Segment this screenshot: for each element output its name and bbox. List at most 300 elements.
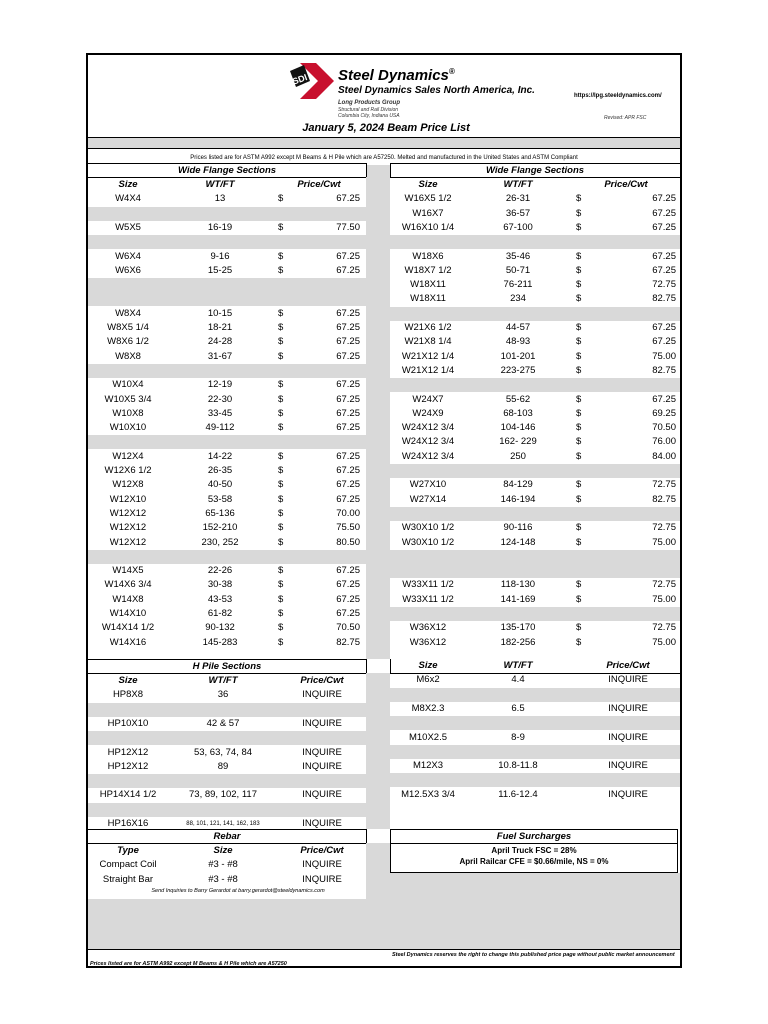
price-cell: 67.25 (336, 608, 360, 619)
size-cell: W8X8 (115, 350, 141, 362)
weight-cell: 61-82 (207, 608, 233, 619)
weight-cell: 90-116 (503, 522, 533, 534)
size-cell: HP8X8 (112, 689, 144, 701)
weight-cell: 135-170 (500, 622, 536, 634)
size-cell: W21X12 1/4 (401, 350, 455, 362)
weight-cell: 152-210 (202, 522, 238, 534)
price-cell: 84.00 (652, 450, 676, 462)
currency-cell: $ (278, 608, 284, 619)
price-cell: 76.00 (652, 436, 676, 448)
price-cell: INQUIRE (608, 702, 648, 714)
column-header: WT/FT (503, 660, 533, 671)
table-row (88, 760, 366, 774)
weight-cell: 31-67 (207, 350, 233, 362)
size-cell: W8X6 1/2 (107, 336, 149, 348)
size-cell: M6x2 (416, 674, 440, 686)
spacer-row (390, 235, 680, 249)
weight-cell: 68-103 (503, 407, 533, 419)
currency-cell: $ (576, 536, 582, 548)
table-row (88, 407, 366, 421)
price-cell: 82.75 (336, 636, 360, 648)
subsidiary-name: Steel Dynamics Sales North America, Inc. (338, 85, 535, 96)
rebar-title: Rebar (88, 829, 366, 844)
gray-band (88, 138, 680, 148)
size-cell: W27X14 (409, 493, 447, 505)
price-cell: 75.00 (652, 593, 676, 605)
price-cell: 67.25 (336, 579, 360, 591)
table-row (88, 507, 366, 521)
spacer-row (88, 292, 366, 306)
price-cell: 67.25 (336, 393, 360, 405)
price-sheet (86, 53, 682, 968)
weight-cell: 250 (510, 450, 526, 462)
weight-cell: 124-148 (500, 536, 536, 548)
table-row (390, 221, 680, 235)
size-cell: W8X4 (115, 307, 141, 319)
fuel-surcharge-box (390, 829, 678, 873)
brand-name: Steel Dynamics® (338, 67, 455, 84)
weight-cell: 26-31 (505, 193, 531, 205)
column-header: Price/Cwt (300, 675, 344, 686)
price-cell: 67.25 (336, 450, 360, 462)
currency-cell: $ (278, 579, 284, 591)
price-cell: INQUIRE (608, 674, 648, 686)
currency-cell: $ (576, 364, 582, 376)
spacer-row (390, 564, 680, 578)
column-header: Size (418, 179, 438, 190)
currency-cell: $ (576, 293, 582, 305)
column-header: WT/FT (503, 179, 533, 190)
column-header: Price/Cwt (297, 179, 341, 190)
size-cell: W18X11 (410, 279, 446, 291)
size-cell: W4X4 (115, 193, 141, 205)
spacer-row (390, 688, 680, 702)
table-row (390, 278, 680, 292)
size-cell: W10X10 (109, 422, 147, 434)
weight-cell: #3 - #8 (208, 873, 238, 885)
weight-cell: 6.5 (511, 702, 525, 714)
table-row (88, 578, 366, 592)
weight-cell: 30-38 (207, 579, 233, 591)
spacer-row (390, 378, 680, 392)
weight-cell: 36 (217, 689, 229, 701)
price-cell: 67.25 (336, 307, 360, 319)
weight-cell: 16-19 (207, 221, 233, 233)
weight-cell: 104-146 (500, 422, 536, 434)
weight-cell: 234 (510, 293, 526, 305)
spacer-row (390, 773, 680, 787)
table-row (88, 250, 366, 264)
price-cell: 82.75 (652, 493, 676, 505)
weight-cell: 11.6-12.4 (498, 788, 538, 800)
divider (88, 949, 680, 950)
size-cell: HP10X10 (107, 717, 149, 729)
weight-cell: 55-62 (505, 393, 531, 405)
table-header-row (88, 178, 366, 192)
weight-cell: 141-169 (500, 593, 536, 605)
weight-cell: 182-256 (500, 636, 536, 648)
weight-cell: 9-16 (210, 250, 230, 262)
weight-cell: 118-130 (500, 579, 536, 591)
currency-cell: $ (278, 250, 284, 262)
currency-cell: $ (278, 636, 284, 648)
spacer-row (390, 607, 680, 621)
currency-cell: $ (278, 393, 284, 405)
currency-cell: $ (576, 450, 582, 462)
price-cell: INQUIRE (608, 731, 648, 743)
truck-fsc: April Truck FSC = 28% (491, 846, 577, 855)
price-cell: 75.00 (652, 536, 676, 548)
weight-cell: 146-194 (500, 493, 536, 505)
price-cell: 72.75 (652, 622, 676, 634)
size-cell: W5X5 (115, 221, 141, 233)
wf-right-title: Wide Flange Sections (390, 163, 680, 178)
size-cell: W12X8 (112, 479, 144, 491)
logo-text: SDI (290, 72, 309, 87)
price-cell: 67.25 (336, 465, 360, 476)
size-cell: W24X12 3/4 (401, 450, 455, 462)
table-row (390, 207, 680, 221)
weight-cell: 73, 89, 102, 117 (189, 789, 257, 801)
weight-cell: 101-201 (500, 350, 536, 362)
price-cell: 67.25 (652, 250, 676, 262)
currency-cell: $ (576, 193, 582, 205)
column-header: Type (117, 845, 139, 856)
weight-cell: 22-30 (207, 393, 233, 405)
table-row (88, 192, 366, 206)
price-cell: 67.25 (652, 207, 676, 219)
size-cell: M8X2.3 (411, 702, 445, 714)
currency-cell: $ (278, 507, 284, 519)
table-row (390, 435, 680, 449)
weight-cell: #3 - #8 (208, 859, 238, 871)
table-row (390, 593, 680, 607)
spacer-row (88, 550, 366, 564)
railcar-fsc: April Railcar CFE = $0.66/mile, NS = 0% (459, 857, 609, 866)
size-cell: W21X6 1/2 (404, 322, 452, 333)
table-row (390, 536, 680, 550)
size-cell: M10X2.5 (408, 731, 448, 743)
price-cell: 67.25 (336, 479, 360, 491)
weight-cell: 67-100 (503, 221, 533, 233)
table-row (390, 407, 680, 421)
weight-cell: 4.4 (511, 674, 525, 686)
column-header: WT/FT (208, 675, 238, 686)
size-cell: W6X4 (115, 250, 141, 262)
column-header: Size (118, 179, 138, 190)
size-cell: W12X4 (112, 450, 144, 462)
weight-cell: 223-275 (500, 364, 536, 376)
table-row (390, 673, 680, 687)
table-row (390, 264, 680, 278)
weight-cell: 10.8-11.8 (498, 760, 538, 772)
size-cell: W10X5 3/4 (104, 393, 152, 405)
weight-cell: 33-45 (207, 407, 233, 419)
size-cell: W14X5 (112, 565, 144, 577)
size-cell: W27X10 (409, 479, 447, 491)
currency-cell: $ (278, 522, 284, 534)
size-cell: W14X10 (109, 608, 147, 619)
size-cell: W18X11 (410, 293, 446, 305)
price-cell: 72.75 (652, 522, 676, 534)
size-cell: W12X6 1/2 (104, 465, 152, 476)
weight-cell: 18-21 (207, 322, 233, 333)
size-cell: W36X12 (409, 636, 447, 648)
box-edge (366, 163, 367, 177)
table-row (88, 393, 366, 407)
size-cell: HP14X14 1/2 (99, 789, 157, 801)
currency-cell: $ (576, 579, 582, 591)
weight-cell: 145-283 (202, 636, 238, 648)
division-name: Structural and Rail Division (338, 107, 399, 113)
weight-cell: 24-28 (207, 336, 233, 348)
footer-note-left: Prices listed are for ASTM A992 except M Beams & H Pile which are A57250 (90, 961, 287, 967)
table-row (390, 421, 680, 435)
size-cell: W14X8 (112, 593, 144, 605)
price-cell: 67.25 (336, 593, 360, 605)
currency-cell: $ (576, 322, 582, 333)
price-cell: 67.25 (652, 264, 676, 276)
column-header: WT/FT (205, 179, 235, 190)
table-row (390, 335, 680, 349)
table-row (88, 636, 366, 650)
gray-fill (88, 899, 366, 949)
weight-cell: 49-112 (205, 422, 235, 434)
currency-cell: $ (576, 264, 582, 276)
price-cell: 67.25 (336, 336, 360, 348)
price-cell: INQUIRE (302, 789, 342, 801)
weight-cell: 88, 101, 121, 141, 162, 183 (186, 821, 260, 827)
divider (88, 148, 680, 149)
currency-cell: $ (576, 636, 582, 648)
weight-cell: 48-93 (505, 336, 531, 348)
location-text: Columbia City, Indiana USA (338, 113, 400, 119)
currency-cell: $ (576, 436, 582, 448)
table-row (88, 536, 366, 550)
price-cell: 67.25 (652, 393, 676, 405)
size-cell: HP16X16 (107, 818, 149, 829)
table-row (88, 378, 366, 392)
sdi-logo-icon (286, 61, 338, 101)
price-cell: 67.25 (336, 493, 360, 505)
table-row (390, 493, 680, 507)
hpile-title: H Pile Sections (88, 659, 366, 674)
group-name: Long Products Group (338, 100, 400, 106)
weight-cell: 8-9 (511, 731, 525, 743)
table-row (390, 636, 680, 650)
size-cell: W6X6 (115, 264, 141, 276)
weight-cell: 15-25 (207, 264, 233, 276)
weight-cell: 43-53 (207, 593, 233, 605)
currency-cell: $ (278, 422, 284, 434)
spacer-row (88, 435, 366, 449)
box-edge (366, 829, 367, 843)
size-cell: W16X5 1/2 (404, 193, 452, 205)
weight-cell: 13 (214, 193, 226, 205)
price-cell: INQUIRE (302, 760, 342, 772)
table-header-row (390, 178, 680, 192)
price-cell: 82.75 (652, 293, 676, 305)
spacer-row (88, 207, 366, 221)
currency-cell: $ (576, 479, 582, 491)
currency-cell: $ (278, 465, 284, 476)
size-cell: W36X12 (409, 622, 447, 634)
size-cell: W18X7 1/2 (404, 264, 452, 276)
currency-cell: $ (576, 522, 582, 534)
table-header-row (88, 674, 366, 688)
fuel-title: Fuel Surcharges (391, 830, 677, 844)
price-cell: INQUIRE (302, 689, 342, 701)
spacer-row (88, 731, 366, 745)
price-cell: 67.25 (336, 264, 360, 276)
weight-cell: 90-132 (205, 622, 235, 634)
price-cell: 75.00 (652, 636, 676, 648)
table-row (88, 321, 366, 335)
price-cell: INQUIRE (302, 746, 342, 758)
size-cell: W18X6 (412, 250, 444, 262)
currency-cell: $ (576, 221, 582, 233)
currency-cell: $ (278, 264, 284, 276)
size-cell: W10X4 (112, 379, 144, 391)
table-row (390, 731, 680, 745)
table-row (88, 688, 366, 702)
currency-cell: $ (278, 450, 284, 462)
table-row (390, 702, 680, 716)
table-row (88, 873, 366, 887)
table-row (88, 450, 366, 464)
table-row (390, 478, 680, 492)
size-cell: Straight Bar (102, 873, 154, 885)
currency-cell: $ (278, 479, 284, 491)
currency-cell: $ (576, 593, 582, 605)
price-cell: 67.25 (336, 407, 360, 419)
currency-cell: $ (576, 422, 582, 434)
column-header: Price/Cwt (604, 179, 648, 190)
size-cell: W24X7 (412, 393, 444, 405)
table-row (88, 607, 366, 621)
size-cell: W24X9 (412, 407, 444, 419)
column-header: Price/Cwt (606, 660, 650, 671)
size-cell: W33X11 1/2 (402, 579, 454, 591)
price-cell: 67.25 (336, 193, 360, 205)
table-row (390, 364, 680, 378)
spacer-row (390, 307, 680, 321)
currency-cell: $ (576, 350, 582, 362)
table-row (88, 421, 366, 435)
price-cell: INQUIRE (302, 873, 342, 885)
table-row (88, 564, 366, 578)
table-row (88, 746, 366, 760)
weight-cell: 14-22 (207, 450, 233, 462)
table-row (88, 717, 366, 731)
weight-cell: 10-15 (207, 307, 233, 319)
column-gutter (366, 673, 390, 829)
table-row (390, 621, 680, 635)
spacer-row (390, 716, 680, 730)
price-cell: 72.75 (652, 479, 676, 491)
spacer-row (88, 774, 366, 788)
table-row (88, 464, 366, 478)
size-cell: W14X16 (109, 636, 147, 648)
price-cell: 69.25 (652, 407, 676, 419)
page-title: January 5, 2024 Beam Price List (302, 122, 470, 134)
size-cell: W14X6 3/4 (104, 579, 152, 591)
table-row (88, 350, 366, 364)
price-cell: 77.50 (336, 221, 360, 233)
table-row (88, 478, 366, 492)
price-cell: 67.25 (652, 336, 676, 348)
table-row (390, 759, 680, 773)
price-cell: INQUIRE (608, 788, 648, 800)
table-row (390, 450, 680, 464)
currency-cell: $ (576, 493, 582, 505)
currency-cell: $ (278, 336, 284, 348)
size-cell: W24X12 3/4 (401, 422, 455, 434)
currency-cell: $ (278, 221, 284, 233)
size-cell: W12X10 (109, 493, 147, 505)
price-cell: INQUIRE (302, 818, 342, 829)
table-row (88, 493, 366, 507)
table-row (390, 521, 680, 535)
currency-cell: $ (278, 407, 284, 419)
price-cell: 80.50 (336, 536, 360, 548)
weight-cell: 230, 252 (201, 536, 239, 548)
currency-cell: $ (278, 622, 284, 634)
size-cell: W10X8 (112, 407, 144, 419)
gray-fill (390, 873, 680, 949)
price-cell: 67.25 (336, 379, 360, 391)
price-cell: 72.75 (652, 579, 676, 591)
price-cell: 82.75 (652, 364, 676, 376)
currency-cell: $ (278, 307, 284, 319)
wf-left-title: Wide Flange Sections (88, 163, 366, 178)
footer-note-right: Steel Dynamics reserves the right to change this published price page without public market announcement (392, 952, 675, 958)
currency-cell: $ (278, 536, 284, 548)
price-cell: 67.25 (652, 221, 676, 233)
table-row (390, 788, 680, 802)
table-row (88, 858, 366, 872)
price-cell: 67.25 (652, 193, 676, 205)
website-link[interactable]: https://lpg.steeldynamics.com/ (574, 93, 662, 99)
currency-cell: $ (576, 207, 582, 219)
column-gutter (366, 165, 390, 659)
price-cell: 67.25 (336, 322, 360, 333)
price-cell: 67.25 (336, 565, 360, 577)
price-cell: INQUIRE (302, 717, 342, 729)
table-row (390, 250, 680, 264)
table-header-row (390, 659, 680, 673)
size-cell: W30X10 1/2 (401, 522, 455, 534)
weight-cell: 12-19 (207, 379, 233, 391)
table-row (390, 578, 680, 592)
currency-cell: $ (278, 379, 284, 391)
currency-cell: $ (278, 193, 284, 205)
size-cell: W24X12 3/4 (401, 436, 455, 448)
column-header: Size (213, 845, 233, 856)
table-row (88, 221, 366, 235)
box-edge (390, 163, 391, 177)
currency-cell: $ (576, 279, 582, 291)
size-cell: W12X12 (109, 507, 147, 519)
table-header-row (88, 844, 366, 858)
compliance-note: Prices listed are for ASTM A992 except M Beams & H Pile which are A57250. Melted and manufactured in the United States and ASTM Compliant (190, 155, 578, 161)
price-cell: 70.50 (652, 422, 676, 434)
size-cell: W21X8 1/4 (404, 336, 452, 348)
size-cell: HP12X12 (107, 760, 149, 772)
spacer-row (88, 235, 366, 249)
table-row (390, 350, 680, 364)
weight-cell: 84-129 (503, 479, 533, 491)
